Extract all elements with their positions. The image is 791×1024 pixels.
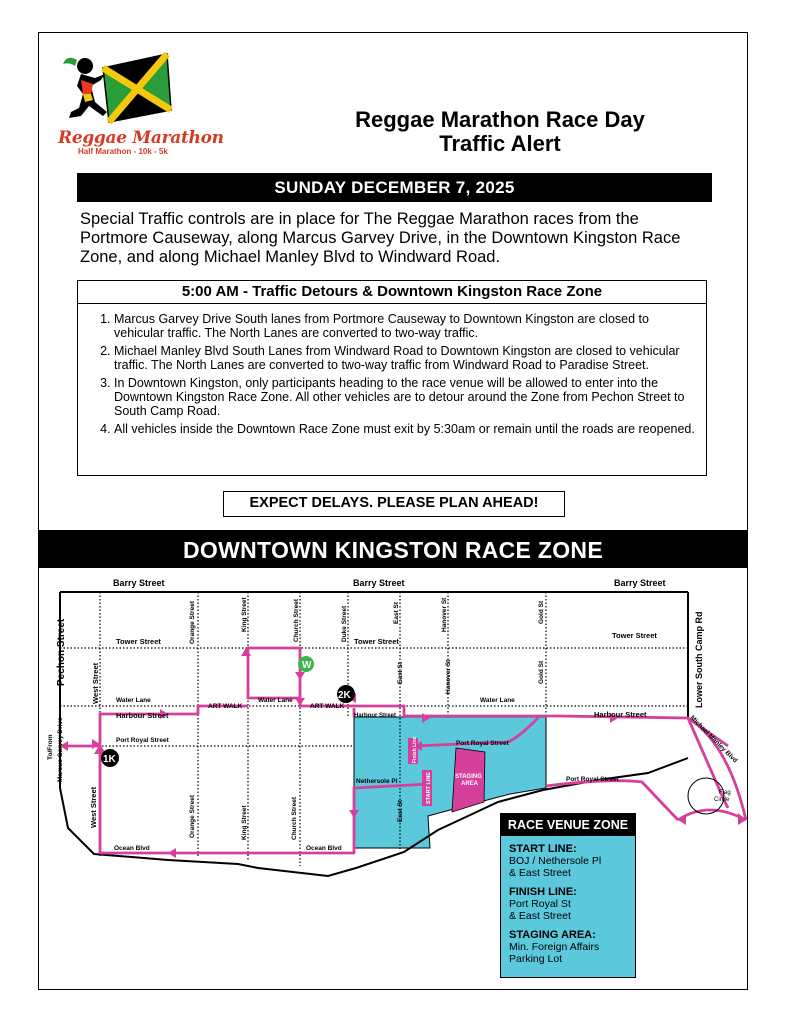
label-barry-right: Barry Street	[614, 578, 666, 588]
detour-item: 4. All vehicles inside the Downtown Race Zone must exit by 5:30am or remain until the roads are reopened.	[114, 422, 696, 436]
label-church-top: Church Street	[293, 599, 300, 642]
label-port-royal-right: Port Royal Street	[566, 776, 619, 783]
label-hanover-mid: Hanover St	[445, 659, 452, 694]
label-barry-left: Barry Street	[113, 578, 165, 588]
legend-body	[501, 836, 635, 970]
water-station-label: W	[302, 660, 312, 671]
label-water-lane-right: Water Lane	[480, 697, 515, 704]
label-east-mid: East St	[397, 661, 404, 684]
label-art-walk-1: ART WALK	[208, 703, 243, 710]
legend-finish-label: FINISH LINE:	[509, 886, 577, 898]
label-ocean-left: Ocean Blvd	[114, 845, 150, 852]
label-gold-mid: Gold St	[538, 660, 545, 684]
staging-area	[452, 748, 485, 812]
title-line-1: Reggae Marathon Race Day	[355, 107, 645, 132]
label-water-lane-left: Water Lane	[116, 697, 151, 704]
label-tower-mid: Tower Street	[354, 637, 399, 646]
label-art-walk-2: ART WALK	[310, 703, 345, 710]
label-marcus-garvey: Marcus Garvey Drive	[57, 717, 64, 782]
flag-circle	[688, 778, 724, 814]
label-harbour-mid: Harbour Street	[354, 713, 397, 719]
label-king-top: King Street	[241, 597, 248, 632]
legend-finish-line-2: & East Street	[509, 910, 571, 922]
race-venue-legend	[500, 813, 636, 978]
label-water-lane-mid: Water Lane	[258, 697, 293, 704]
label-tower-right: Tower Street	[612, 631, 657, 640]
label-gold-top: Gold St	[538, 600, 545, 624]
label-duke: Duke Street	[341, 605, 348, 642]
logo-wordmark: Reggae Marathon	[58, 128, 224, 148]
start-line-label: START LINE	[426, 772, 432, 804]
label-church-bottom: Church Street	[291, 797, 298, 840]
legend-start-label: START LINE:	[509, 843, 577, 855]
legend-start-line-1: BOJ / Nethersole Pl	[509, 855, 602, 867]
detours-box	[77, 280, 707, 476]
label-west-top: West Street	[91, 662, 100, 704]
label-port-royal-mid: Port Royal Street	[456, 740, 509, 747]
staging-label-1: STAGING	[455, 774, 482, 780]
label-barry-mid: Barry Street	[353, 578, 405, 588]
race-zone-map	[38, 568, 748, 990]
label-harbour-left: Harbour Street	[116, 711, 169, 720]
page-title	[300, 108, 700, 156]
staging-label-2: AREA	[461, 781, 479, 787]
label-harbour-right: Harbour Street	[594, 710, 647, 719]
intro-paragraph: Special Traffic controls are in place for The Reggae Marathon races from the Portmore Causeway, along Marcus Garvey Drive, in the Downtown Kingston Race Zone, and along Michael Manley Blvd to Windward Road.	[80, 210, 681, 266]
label-lower-south-camp: Lower South Camp Rd	[694, 611, 704, 708]
label-to-from: To/From	[47, 734, 54, 760]
legend-title: RACE VENUE ZONE	[501, 814, 635, 836]
label-flag-circle-2: Circle	[714, 797, 730, 803]
detours-list	[78, 312, 706, 436]
expect-delays-notice: EXPECT DELAYS. PLEASE PLAN AHEAD!	[223, 491, 565, 517]
legend-start-line-2: & East Street	[509, 867, 571, 879]
label-orange-bottom: Orange Street	[189, 795, 196, 838]
label-king-bottom: King Street	[241, 805, 248, 840]
km2-label: 2K	[338, 690, 351, 701]
finish-line-label: Finish Line	[412, 736, 418, 763]
detour-item: 3. In Downtown Kingston, only participants heading to the race venue will be allowed to enter into the Downtown Kingston Race Zone. All other vehicles are to detour around the Zone from Pechon Street to South Camp Road.	[114, 376, 696, 418]
label-port-royal-left: Port Royal Street	[116, 737, 169, 744]
label-tower-left: Tower Street	[116, 637, 161, 646]
legend-staging-line-1: Min. Foreign Affairs	[509, 941, 600, 953]
label-west-bottom: West Street	[89, 786, 98, 828]
label-east-top: East St	[393, 601, 400, 624]
label-nethersole: Nethersole Pl	[356, 778, 398, 785]
label-flag-circle-1: Flag	[719, 790, 731, 796]
label-orange-top: Orange Street	[189, 601, 196, 644]
label-east-bottom: East St	[397, 799, 404, 822]
legend-staging-label: STAGING AREA:	[509, 929, 596, 941]
detour-item: 1. Marcus Garvey Drive South lanes from Portmore Causeway to Downtown Kingston are closed to vehicular traffic. The North Lanes are converted to two-way traffic.	[114, 312, 696, 340]
detour-item: 2. Michael Manley Blvd South Lanes from Windward Road to Downtown Kingston are closed to vehicular traffic. The North Lanes are converted to two-way traffic from Windward Road to Paradise Street.	[114, 344, 696, 372]
legend-finish-line-1: Port Royal St	[509, 898, 571, 910]
detours-heading: 5:00 AM - Traffic Detours & Downtown Kingston Race Zone	[78, 281, 706, 304]
label-ocean-mid: Ocean Blvd	[306, 845, 342, 852]
legend-staging-line-2: Parking Lot	[509, 953, 563, 965]
label-hanover-top: Hanover St	[441, 597, 448, 632]
race-zone-banner: DOWNTOWN KINGSTON RACE ZONE	[38, 530, 748, 568]
km1-label: 1K	[103, 754, 116, 765]
label-michael-manley: Michael Manley Blvd	[688, 714, 739, 765]
logo-tagline: Half Marathon - 10k - 5k	[78, 147, 168, 156]
date-banner: SUNDAY DECEMBER 7, 2025	[77, 173, 712, 202]
title-line-2: Traffic Alert	[439, 131, 561, 156]
label-pechon: Pechon Street	[56, 618, 67, 686]
